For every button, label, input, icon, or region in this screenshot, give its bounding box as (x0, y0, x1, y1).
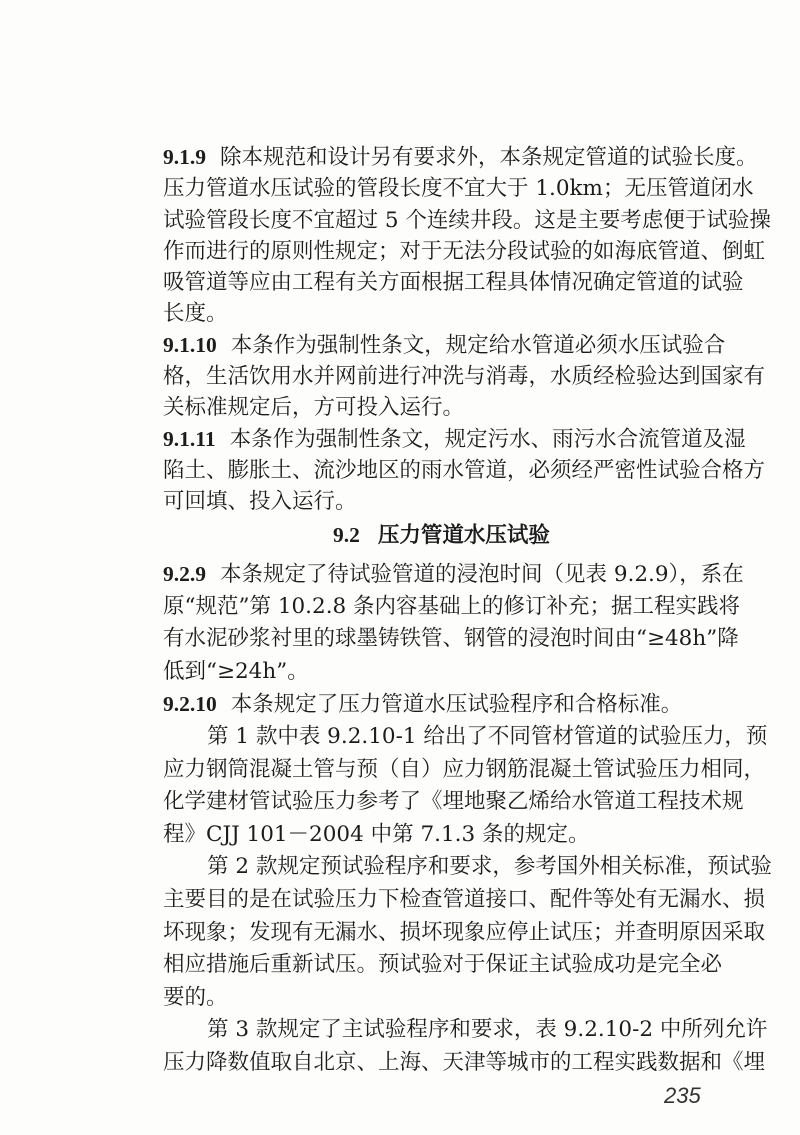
clause-9-1-10 (163, 330, 766, 424)
text-line (163, 486, 720, 517)
clause-number: 9.1.11 (163, 426, 216, 451)
line-text: 关标准规定后，方可投入运行。 (163, 395, 465, 421)
line-text: 第 2 款规定预试验程序和要求，参考国外相关标准，预试验 (207, 854, 772, 880)
section-heading-title: 压力管道水压试验 (377, 523, 550, 548)
line-text: 程》CJJ 101－2004 中第 7.1.3 条的规定。 (163, 821, 590, 847)
text-line (163, 656, 720, 689)
text-line (163, 721, 768, 754)
text-line (163, 173, 754, 204)
line-text: 本条作为强制性条文，规定污水、雨污水合流管道及湿 (229, 426, 746, 452)
line-text: 吸管道等应由工程有关方面根据工程具体情况确定管道的试验 (163, 270, 744, 296)
line-text: 原“规范”第 10.2.8 条内容基础上的修订补充；据工程实践将 (163, 593, 741, 619)
paragraph (163, 851, 772, 1014)
text-line (163, 205, 771, 236)
line-text: 本条作为强制性条文，规定给水管道必须水压试验合 (230, 332, 726, 358)
text-line (163, 851, 772, 884)
line-text: 低到“≥24h”。 (163, 658, 309, 684)
line-text: 要的。 (163, 984, 228, 1010)
line-text: 试验管段长度不宜超过 5 个连续井段。这是主要考虑便于试验操 (163, 207, 771, 233)
text-line (163, 392, 720, 423)
line-text: 化学建材管试验压力参考了《埋地聚乙烯给水管道工程技术规 (163, 789, 744, 815)
line-text: 有水泥砂浆衬里的球墨铸铁管、钢管的浸泡时间由“≥48h”降 (163, 626, 739, 652)
clause-9-2-9 (163, 558, 744, 688)
text-line (163, 591, 741, 624)
paragraph (163, 1014, 768, 1079)
line-text: 第 1 款中表 9.2.10-1 给出了不同管材管道的试验压力，预 (207, 723, 768, 749)
text-line (163, 455, 766, 486)
section-9-2-paragraphs (163, 558, 772, 1080)
text-line (163, 949, 723, 982)
section-heading (163, 518, 720, 549)
line-text: 长度。 (163, 301, 228, 327)
section-heading-number: 9.2 (333, 523, 360, 547)
clause-number: 9.2.9 (163, 562, 206, 586)
clause-9-2-10 (163, 688, 720, 721)
text-line (163, 982, 720, 1015)
text-line (163, 330, 726, 361)
text-line (163, 917, 766, 950)
line-text: 压力管道水压试验的管段长度不宜大于 1.0km；无压管道闭水 (163, 176, 754, 202)
line-text: 除本规范和设计另有要求外，本条规定管道的试验长度。 (220, 145, 758, 170)
line-text: 本条规定了待试验管道的浸泡时间（见表 9.2.9），系在 (220, 562, 744, 587)
text-line (163, 142, 758, 173)
text-line (163, 236, 766, 267)
text-line (163, 267, 744, 298)
line-text: 应力钢筒混凝土管与预（自）应力钢筋混凝土管试验压力相同， (163, 756, 766, 782)
text-line (163, 1047, 766, 1080)
section-9-1-paragraphs (163, 142, 771, 518)
text-line (163, 688, 720, 721)
page-number: 235 (664, 1083, 701, 1108)
line-text: 压力降数值取自北京、上海、天津等城市的工程实践数据和《埋 (163, 1049, 766, 1075)
line-text: 格，生活饮用水并网前进行冲洗与消毒，水质经检验达到国家有 (163, 364, 766, 390)
line-text: 本条规定了压力管道水压试验程序和合格标准。 (230, 692, 683, 718)
line-text: 坏现象；发现有无漏水、损坏现象应停止试压；并查明原因采取 (163, 919, 766, 945)
line-text: 相应措施后重新试压。预试验对于保证主试验成功是完全必 (163, 952, 723, 978)
text-line (163, 1014, 768, 1047)
line-text: 可回填、投入运行。 (163, 489, 357, 515)
clause-number: 9.2.10 (163, 692, 217, 717)
paragraph (163, 721, 768, 851)
clause-number: 9.1.10 (163, 332, 217, 357)
text-line (163, 558, 744, 591)
text-line (163, 884, 766, 917)
text-line (163, 361, 766, 392)
line-text: 第 3 款规定了主试验程序和要求，表 9.2.10-2 中所列允许 (207, 1017, 768, 1043)
text-line (163, 754, 766, 787)
text-line (163, 298, 720, 329)
clause-9-1-9 (163, 142, 771, 330)
line-text: 陷土、膨胀土、流沙地区的雨水管道，必须经严密性试验合格方 (163, 457, 766, 483)
text-line (163, 623, 739, 656)
line-text: 主要目的是在试验压力下检查管道接口、配件等处有无漏水、损 (163, 886, 766, 912)
clause-number: 9.1.9 (163, 145, 206, 169)
text-line (163, 786, 744, 819)
text-line (163, 424, 746, 455)
line-text: 作而进行的原则性规定；对于无法分段试验的如海底管道、倒虹 (163, 238, 766, 264)
text-line (163, 819, 720, 852)
clause-9-1-11 (163, 424, 766, 518)
